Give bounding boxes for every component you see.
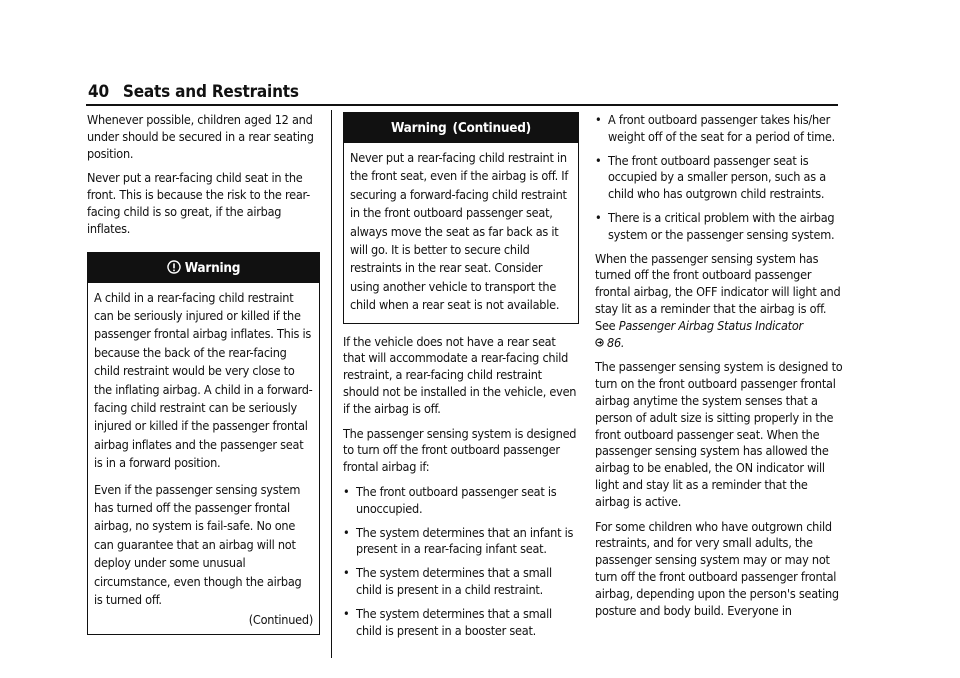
paragraph: For some children who have outgrown child restraints, and for very small adults, the passenger sensing system may or may not turn off the front outboard passenger frontal airbag, depending upon the person's seating posture and body build. Everyone in <box>595 518 839 618</box>
paragraph: If the vehicle does not have a rear seat that will accommodate a rear-facing child restraint, a rear-facing child restraint should not be installed in the vehicle, even if the airbag is off. <box>343 333 577 416</box>
list-item-text: The system determines that an infant is present in a rear-facing infant seat. <box>356 524 574 557</box>
list-item-text: The front outboard passenger seat is occupied by a smaller person, such as a child who has outgrown child restraints. <box>608 152 826 202</box>
warning-title: Warning <box>184 259 241 276</box>
header-rule <box>86 104 838 106</box>
paragraph: Never put a rear-facing child seat in the front. This is because the risk to the rear-facing child is so great, if the airbag inflates. <box>87 170 310 236</box>
warning-text: Even if the passenger sensing system has turned off the passenger frontal airbag, no system is fail-safe. No one can guarantee that an airbag will not deploy under some unusual circumstance, even though the airbag is turned off. <box>94 481 302 608</box>
page-reference-number[interactable]: 86. <box>607 334 625 350</box>
warning-body <box>344 143 578 323</box>
bullet-icon: • <box>343 605 350 621</box>
warning-title-bar <box>344 113 578 143</box>
bullet-icon: • <box>595 112 602 127</box>
cross-reference-link[interactable]: Passenger Airbag Status Indicator <box>618 317 803 333</box>
paragraph <box>595 251 845 352</box>
bullet-list <box>343 484 579 639</box>
section-title: Seats and Restraints <box>122 82 299 102</box>
bullet-icon: • <box>343 565 350 581</box>
list-item <box>595 112 845 146</box>
list-item <box>343 484 579 518</box>
bullet-list <box>595 112 845 244</box>
warning-title-suffix: (Continued) <box>452 120 531 136</box>
warning-body <box>88 283 319 634</box>
list-item-text: A front outboard passenger takes his/her weight off of the seat for a period of time. <box>608 112 835 144</box>
list-item-text: The system determines that a small child is present in a booster seat. <box>356 605 552 638</box>
warning-title: Warning <box>391 120 447 136</box>
paragraph-text: When the passenger sensing system has turned off the front outboard passenger frontal airbag, the OFF indicator will light and stay lit as a reminder that the airbag is off. See <box>595 250 841 333</box>
bullet-icon: • <box>595 209 602 225</box>
warning-box-continued <box>343 112 579 324</box>
list-item-text: The front outboard passenger seat is unoccupied. <box>356 484 557 516</box>
list-item <box>595 153 845 203</box>
column-divider <box>331 110 332 658</box>
list-item <box>343 525 579 559</box>
column-1 <box>87 112 320 635</box>
page-reference-icon <box>595 338 604 347</box>
paragraph: The passenger sensing system is designed to turn off the front outboard passenger frontal airbag if: <box>343 425 577 475</box>
paragraph: The passenger sensing system is designed to turn on the front outboard passenger frontal airbag anytime the system senses that a person of adult size is sitting properly in the front outboard passenger seat. When the passenger sensing system has allowed the airbag to be enabled, the ON indicator will light and stay lit as a reminder that the airbag is active. <box>595 359 843 509</box>
warning-icon <box>167 260 181 274</box>
warning-box <box>87 252 320 635</box>
warning-text: Never put a rear-facing child restraint in the front seat, even if the airbag is off. If securing a forward-facing child restraint in the front outboard passenger seat, always move the seat as far back as it will go. It is better to secure child restraints in the rear seat. Consider using another vehicle to transport the child when a rear seat is not available. <box>350 150 569 313</box>
bullet-icon: • <box>343 524 350 540</box>
continued-label: (Continued) <box>248 612 313 628</box>
bullet-icon: • <box>595 152 602 168</box>
warning-title-bar <box>88 253 319 283</box>
list-item-text: There is a critical problem with the airbag system or the passenger sensing system. <box>608 209 835 242</box>
list-item-text: The system determines that a small child is present in a child restraint. <box>356 565 552 598</box>
list-item <box>343 565 579 599</box>
list-item <box>595 210 845 244</box>
paragraph: Whenever possible, children aged 12 and under should be secured in a rear seating position. <box>87 112 314 161</box>
column-2 <box>343 112 579 646</box>
warning-text: A child in a rear-facing child restraint can be seriously injured or killed if the passenger frontal airbag inflates. This is because the back of the rear-facing child restraint would be very close to the inflating airbag. A child in a forward-facing child restraint can be seriously injured or killed if the passenger frontal airbag inflates and the passenger seat is in a forward position. <box>94 289 313 471</box>
page-header <box>88 82 299 102</box>
list-item <box>343 606 579 640</box>
column-3 <box>595 112 845 627</box>
page-number: 40 <box>88 82 109 102</box>
bullet-icon: • <box>343 484 350 500</box>
